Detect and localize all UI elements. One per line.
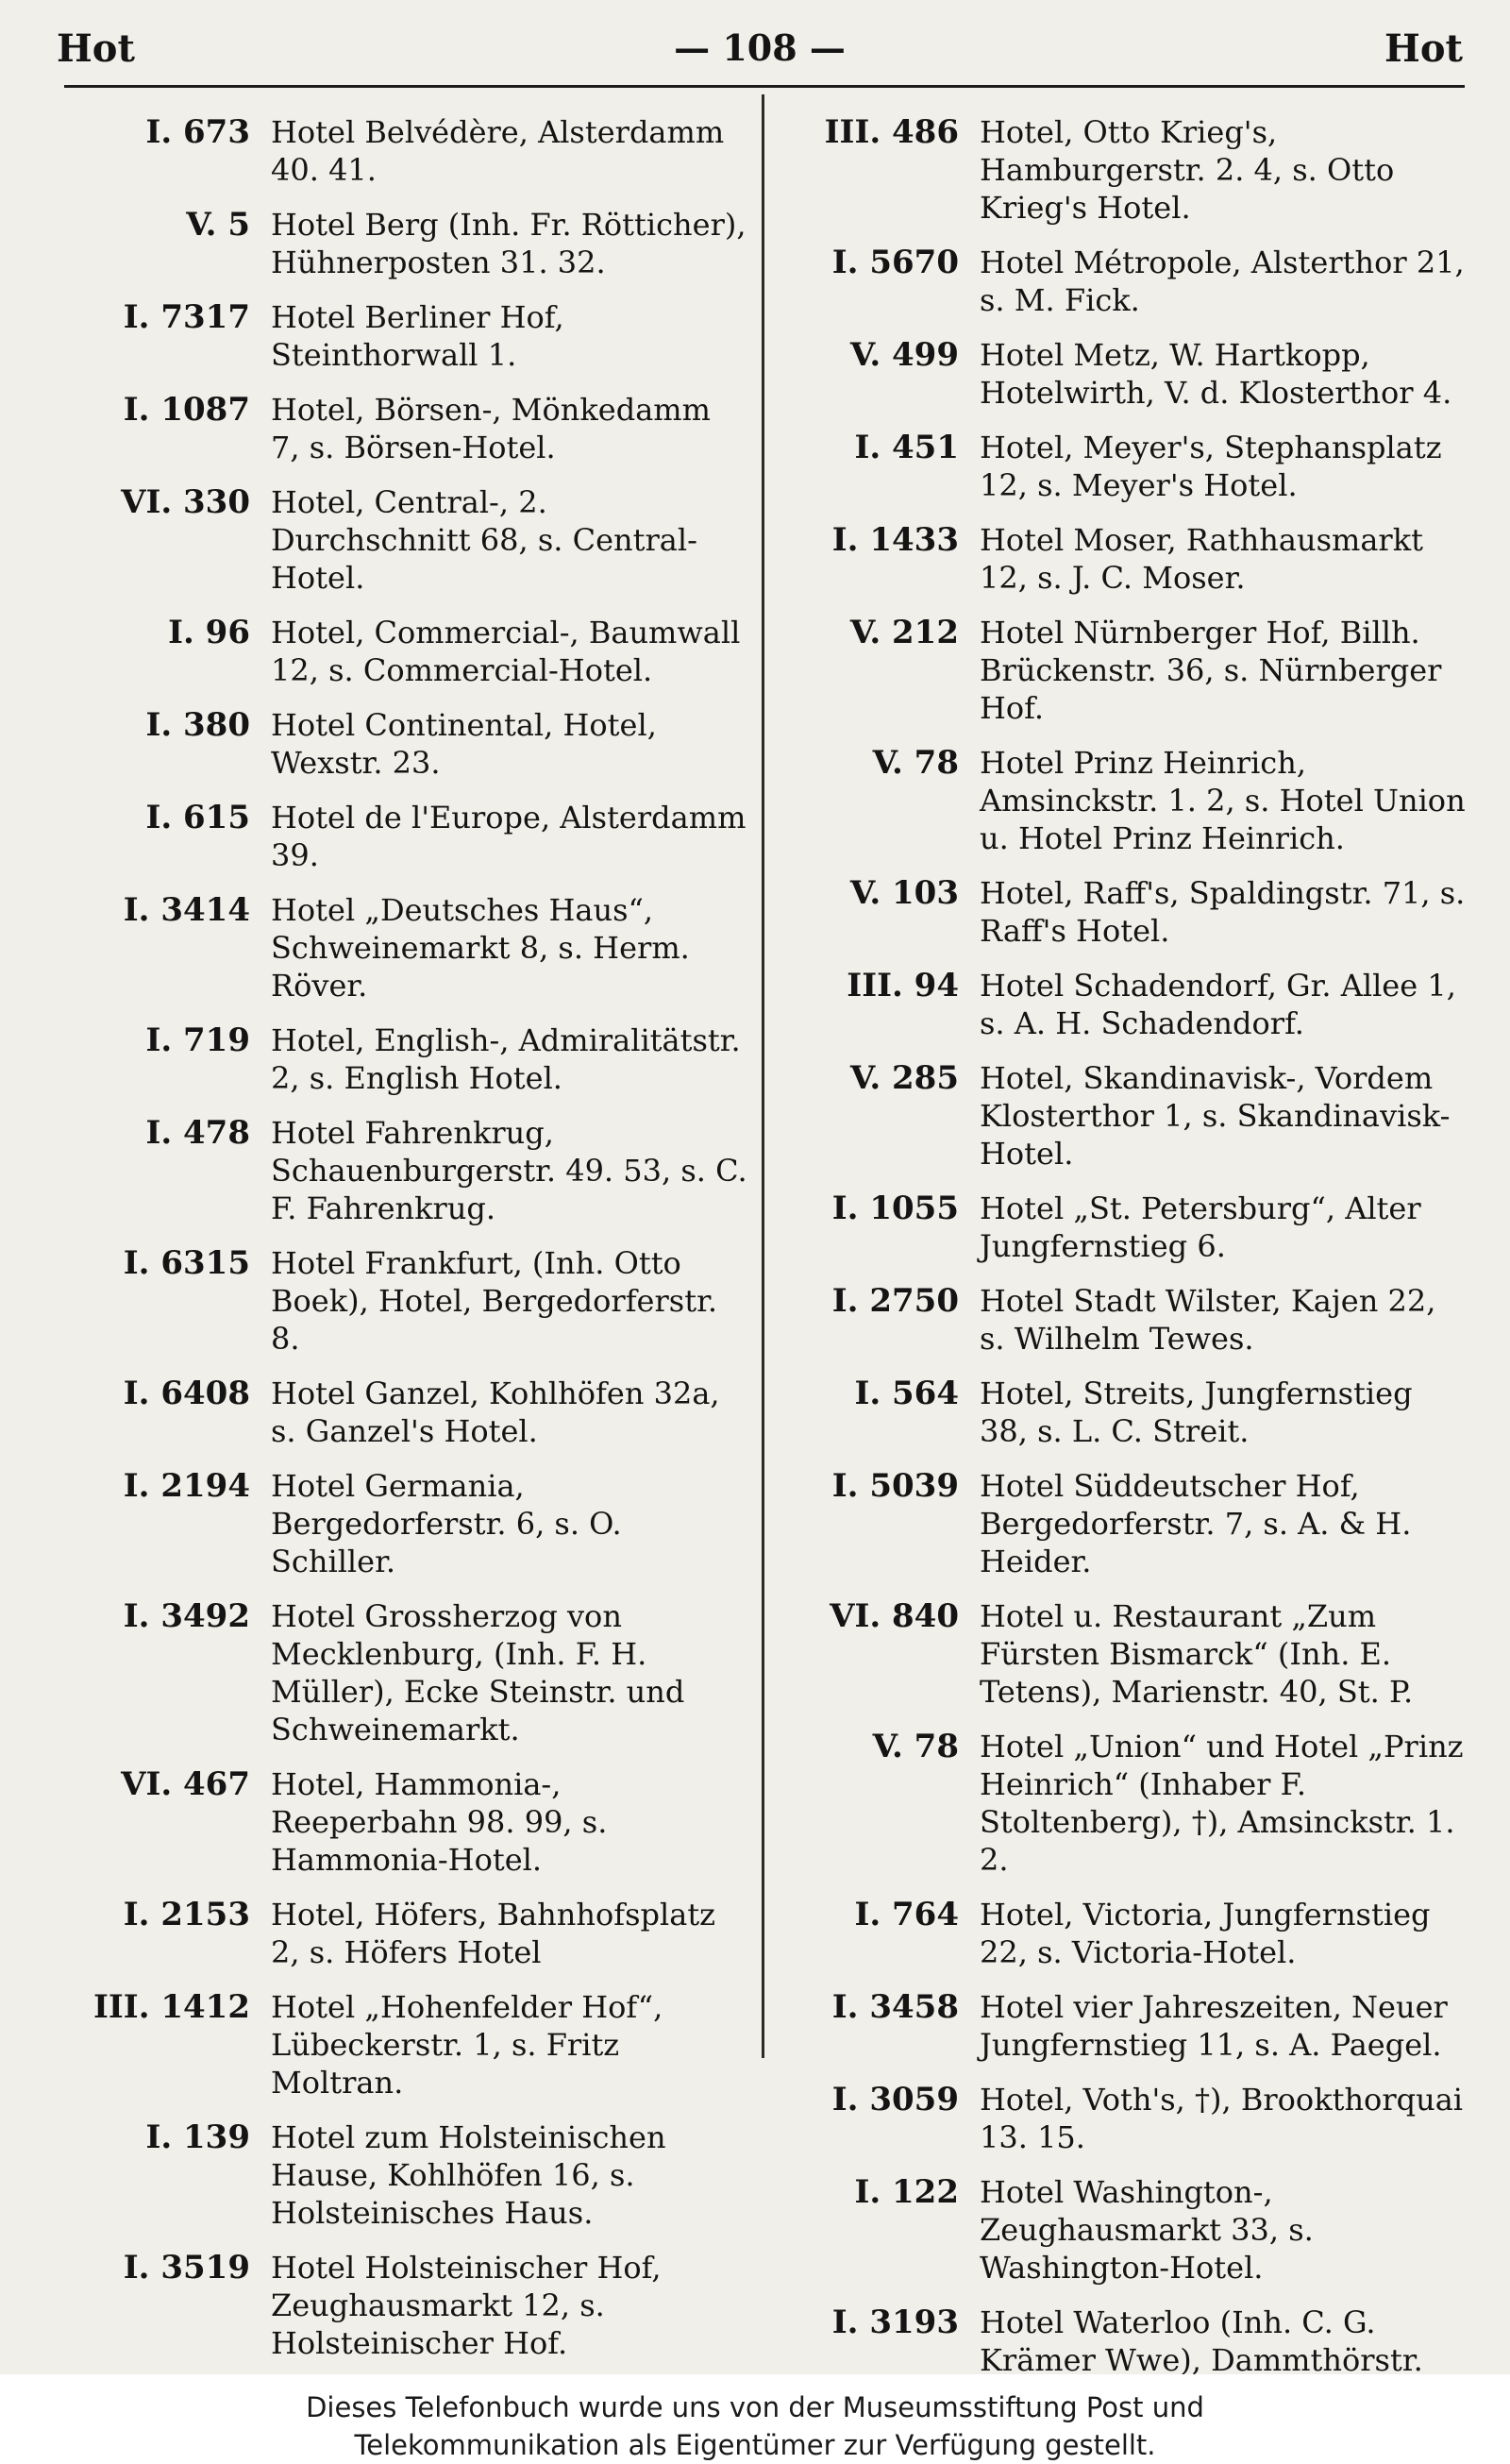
directory-entry xyxy=(68,1765,747,1879)
header-rule xyxy=(64,85,1465,88)
entry-text: Hotel, Central-, 2. Durchschnitt 68, s. Central-Hotel. xyxy=(271,484,697,596)
phone-number: I. 3193 xyxy=(831,2304,959,2341)
phone-number: I. 564 xyxy=(854,1375,959,1412)
phone-number: I. 3059 xyxy=(831,2081,959,2118)
directory-entry xyxy=(791,1059,1467,1173)
phone-number: V. 285 xyxy=(849,1059,959,1097)
phone-number: I. 139 xyxy=(145,2118,250,2156)
phone-number: III. 1412 xyxy=(92,1988,250,2026)
entry-text: Hotel, English-, Admiralitätstr. 2, s. English Hotel. xyxy=(271,1022,741,1096)
directory-entry xyxy=(68,706,747,782)
entry-text: Hotel Germania, Bergedorferstr. 6, s. O. Schiller. xyxy=(271,1468,622,1579)
directory-entry xyxy=(791,521,1467,597)
phone-number: I. 673 xyxy=(145,113,250,151)
archive-notice-line-1: Dieses Telefonbuch wurde uns von der Museumsstiftung Post und xyxy=(306,2391,1204,2423)
entry-text: Hotel, Voth's, †), Brookthorquai 13. 15. xyxy=(980,2082,1464,2155)
header-keyword-right: Hot xyxy=(1384,26,1463,71)
entry-text: Hotel Schadendorf, Gr. Allee 1, s. A. H. Schadendorf. xyxy=(980,968,1456,1041)
entry-text: Hotel Continental, Hotel, Wexstr. 23. xyxy=(271,707,657,781)
archive-notice-line-2: Telekommunikation als Eigentümer zur Verfügung gestellt. xyxy=(354,2429,1156,2461)
directory-entry xyxy=(68,2249,747,2362)
directory-entry xyxy=(791,336,1467,412)
entry-text: Hotel Holsteinischer Hof, Zeughausmarkt 12, s. Holsteinischer Hof. xyxy=(271,2250,662,2361)
phone-number: VI. 840 xyxy=(830,1597,959,1635)
entry-text: Hotel de l'Europe, Alsterdamm 39. xyxy=(271,800,747,873)
right-column xyxy=(791,113,1467,2374)
entry-text: Hotel „Deutsches Haus“, Schweinemarkt 8, s. Herm. Röver. xyxy=(271,892,690,1004)
phone-number: I. 451 xyxy=(854,429,959,466)
directory-entry xyxy=(791,2081,1467,2156)
phone-number: III. 94 xyxy=(847,967,959,1004)
entry-text: Hotel Belvédère, Alsterdamm 40. 41. xyxy=(271,114,725,188)
phone-number: I. 5039 xyxy=(831,1467,959,1505)
entry-text: Hotel, Meyer's, Stephansplatz 12, s. Meyer's Hotel. xyxy=(980,430,1442,503)
phone-number: I. 3414 xyxy=(123,891,250,929)
entry-text: Hotel Waterloo (Inh. C. G. Krämer Wwe), Dammthörstr. xyxy=(980,2304,1423,2374)
directory-entry xyxy=(68,1896,747,1971)
phone-number: I. 5670 xyxy=(831,244,959,281)
phone-number: V. 5 xyxy=(186,206,250,244)
phone-number: V. 78 xyxy=(872,744,959,782)
entry-text: Hotel Fahrenkrug, Schauenburgerstr. 49. 53, s. C. F. Fahrenkrug. xyxy=(271,1115,747,1226)
page-header xyxy=(57,21,1463,76)
header-keyword-left: Hot xyxy=(57,26,135,71)
directory-entry xyxy=(791,2173,1467,2287)
phone-number: VI. 467 xyxy=(121,1765,250,1803)
phone-number: I. 478 xyxy=(145,1114,250,1152)
directory-entry xyxy=(68,1467,747,1580)
entry-text: Hotel, Raff's, Spaldingstr. 71, s. Raff's Hotel. xyxy=(980,875,1466,949)
entry-text: Hotel Moser, Rathhausmarkt 12, s. J. C. Moser. xyxy=(980,522,1423,596)
phone-number: I. 122 xyxy=(854,2173,959,2211)
directory-entry xyxy=(68,1114,747,1227)
directory-entry xyxy=(791,1988,1467,2064)
entry-text: Hotel, Otto Krieg's, Hamburgerstr. 2. 4, s. Otto Krieg's Hotel. xyxy=(980,114,1395,226)
phone-number: I. 380 xyxy=(145,706,250,744)
phone-number: V. 499 xyxy=(849,336,959,374)
phone-number: I. 1433 xyxy=(831,521,959,559)
page-number: — 108 — xyxy=(674,26,846,69)
entry-text: Hotel, Skandinavisk-, Vordem Klosterthor 1, s. Skandinavisk-Hotel. xyxy=(980,1060,1451,1172)
phone-number: I. 3519 xyxy=(123,2249,250,2287)
entry-text: Hotel Ganzel, Kohlhöfen 32a, s. Ganzel's Hotel. xyxy=(271,1375,720,1449)
phone-number: I. 6315 xyxy=(123,1244,250,1282)
entry-text: Hotel, Commercial-, Baumwall 12, s. Commercial-Hotel. xyxy=(271,615,741,688)
directory-entry xyxy=(791,1896,1467,1971)
directory-entry xyxy=(68,391,747,466)
entry-text: Hotel, Hammonia-, Reeperbahn 98. 99, s. Hammonia-Hotel. xyxy=(271,1766,608,1878)
directory-entry xyxy=(68,1021,747,1097)
directory-entry xyxy=(791,967,1467,1042)
entry-text: Hotel Süddeutscher Hof, Bergedorferstr. 7, s. A. & H. Heider. xyxy=(980,1468,1412,1579)
entry-text: Hotel Berliner Hof, Steinthorwall 1. xyxy=(271,299,564,373)
phone-number: I. 2194 xyxy=(123,1467,250,1505)
directory-entry xyxy=(68,483,747,597)
entry-text: Hotel, Höfers, Bahnhofsplatz 2, s. Höfers Hotel xyxy=(271,1897,716,1970)
entry-text: Hotel Washington-, Zeughausmarkt 33, s. Washington-Hotel. xyxy=(980,2174,1314,2286)
entry-text: Hotel „Union“ und Hotel „Prinz Heinrich“ (Inhaber F. Stoltenberg), †), Amsinckstr. 1. 2. xyxy=(980,1729,1464,1878)
directory-entry xyxy=(791,1728,1467,1879)
directory-entry xyxy=(791,614,1467,727)
entry-text: Hotel Frankfurt, (Inh. Otto Boek), Hotel, Bergedorferstr. 8. xyxy=(271,1245,718,1357)
directory-entry xyxy=(68,113,747,189)
directory-entry xyxy=(791,1467,1467,1580)
phone-number: III. 486 xyxy=(824,113,959,151)
phone-number: I. 96 xyxy=(168,614,250,651)
directory-entry xyxy=(791,429,1467,504)
entry-text: Hotel Métropole, Alsterthor 21, s. M. Fick. xyxy=(980,245,1465,318)
phone-number: I. 3458 xyxy=(831,1988,959,2026)
entry-text: Hotel, Börsen-, Mönkedamm 7, s. Börsen-Hotel. xyxy=(271,392,711,465)
entry-text: Hotel Nürnberger Hof, Billh. Brückenstr. 36, s. Nürnberger Hof. xyxy=(980,615,1442,726)
directory-entry xyxy=(791,1597,1467,1711)
phone-number: V. 212 xyxy=(849,614,959,651)
directory-entry xyxy=(791,113,1467,227)
directory-entry xyxy=(68,298,747,374)
phone-number: I. 615 xyxy=(145,799,250,836)
phone-number: I. 1055 xyxy=(831,1190,959,1227)
phone-number: V. 78 xyxy=(872,1728,959,1765)
directory-entry xyxy=(791,1282,1467,1358)
entry-text: Hotel Metz, W. Hartkopp, Hotelwirth, V. d. Klosterthor 4. xyxy=(980,337,1452,411)
phone-number: VI. 330 xyxy=(121,483,250,521)
directory-entry xyxy=(791,874,1467,950)
directory-entry xyxy=(791,1375,1467,1450)
phone-number: I. 764 xyxy=(854,1896,959,1933)
column-divider xyxy=(762,94,764,2058)
directory-entry xyxy=(68,799,747,874)
entry-text: Hotel „St. Petersburg“, Alter Jungfernstieg 6. xyxy=(980,1190,1421,1264)
entry-text: Hotel Stadt Wilster, Kajen 22, s. Wilhelm Tewes. xyxy=(980,1283,1436,1357)
entry-text: Hotel Grossherzog von Mecklenburg, (Inh. F. H. Müller), Ecke Steinstr. und Schweinemarkt. xyxy=(271,1598,685,1747)
phone-number: I. 2153 xyxy=(123,1896,250,1933)
directory-entry xyxy=(791,744,1467,857)
phone-number: I. 719 xyxy=(145,1021,250,1059)
archive-notice xyxy=(0,2388,1510,2464)
directory-entry xyxy=(68,614,747,689)
entry-text: Hotel, Streits, Jungfernstieg 38, s. L. C. Streit. xyxy=(980,1375,1413,1449)
directory-entry xyxy=(68,1988,747,2101)
directory-entry xyxy=(791,244,1467,319)
phone-number: I. 1087 xyxy=(123,391,250,429)
left-column xyxy=(68,113,747,2374)
phone-number: I. 2750 xyxy=(831,1282,959,1320)
phone-number: I. 7317 xyxy=(123,298,250,336)
directory-entry xyxy=(68,1375,747,1450)
directory-entry xyxy=(68,1597,747,1748)
entry-text: Hotel Prinz Heinrich, Amsinckstr. 1. 2, s. Hotel Union u. Hotel Prinz Heinrich. xyxy=(980,745,1466,856)
phone-number: I. 3492 xyxy=(123,1597,250,1635)
entry-text: Hotel „Hohenfelder Hof“, Lübeckerstr. 1, s. Fritz Moltran. xyxy=(271,1989,663,2101)
entry-text: Hotel u. Restaurant „Zum Fürsten Bismarck“ (Inh. E. Tetens), Marienstr. 40, St. P. xyxy=(980,1598,1414,1710)
directory-entry xyxy=(68,891,747,1004)
directory-entry xyxy=(68,1244,747,1358)
directory-entry xyxy=(68,206,747,281)
entry-text: Hotel, Victoria, Jungfernstieg 22, s. Victoria-Hotel. xyxy=(980,1897,1431,1970)
entry-text: Hotel vier Jahreszeiten, Neuer Jungfernstieg 11, s. A. Paegel. xyxy=(980,1989,1448,2063)
phone-number: I. 6408 xyxy=(123,1375,250,1412)
directory-entry xyxy=(68,2118,747,2232)
entry-text: Hotel Berg (Inh. Fr. Rötticher), Hühnerposten 31. 32. xyxy=(271,207,747,280)
phone-number: V. 103 xyxy=(849,874,959,912)
entry-text: Hotel zum Holsteinischen Hause, Kohlhöfen 16, s. Holsteinisches Haus. xyxy=(271,2119,666,2231)
directory-entry xyxy=(791,1190,1467,1265)
directory-entry xyxy=(791,2304,1467,2374)
